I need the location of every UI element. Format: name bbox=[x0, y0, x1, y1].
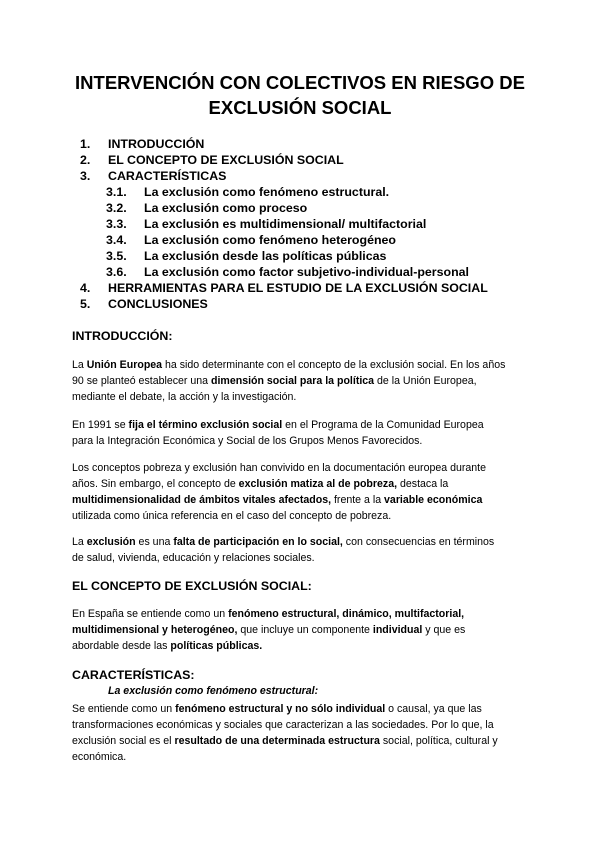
toc-item-label: INTRODUCCIÓN bbox=[108, 137, 205, 151]
toc-item: 3. CARACTERÍSTICAS bbox=[80, 169, 227, 183]
characteristics-heading: CARACTERÍSTICAS: bbox=[72, 668, 195, 682]
toc-item-label: La exclusión como fenómeno estructural. bbox=[144, 185, 390, 199]
table-of-contents bbox=[80, 136, 488, 312]
toc-subitem: 3.1. La exclusión como fenómeno estructural. bbox=[106, 185, 390, 199]
toc-item-label: EL CONCEPTO DE EXCLUSIÓN SOCIAL bbox=[108, 153, 344, 167]
intro-paragraph-1: La Unión Europea ha sido determinante con el concepto de la exclusión social. En los años 90 se planteó establecer una dimensión social para la política de la Unión Europea, mediante el debate, la acción y la investigación. bbox=[72, 359, 506, 403]
characteristics-paragraph: Se entiende como un fenómeno estructural y no sólo individual o causal, ya que las transformaciones económicas y sociales que caracterizan a las sociedades. Por lo que, la exclusión social es el resultado de una determinada estructura social, política, cultural y económica. bbox=[72, 703, 498, 763]
toc-subitem: 3.4. La exclusión como fenómeno heterogéneo bbox=[106, 233, 396, 247]
toc-item-label: HERRAMIENTAS PARA EL ESTUDIO DE LA EXCLUSIÓN SOCIAL bbox=[108, 281, 488, 295]
toc-item: 1. INTRODUCCIÓN bbox=[80, 137, 205, 151]
toc-subitem: 3.5. La exclusión desde las políticas públicas bbox=[106, 249, 387, 263]
toc-item: 5. CONCLUSIONES bbox=[80, 297, 208, 311]
intro-heading: INTRODUCCIÓN: bbox=[72, 329, 173, 343]
toc-item-label: La exclusión como proceso bbox=[144, 201, 308, 215]
toc-item-label: CARACTERÍSTICAS bbox=[108, 169, 227, 183]
document-title: INTERVENCIÓN CON COLECTIVOS EN RIESGO DE EXCLUSIÓN SOCIAL bbox=[75, 72, 525, 118]
characteristics-subheading: La exclusión como fenómeno estructural: bbox=[108, 685, 319, 697]
toc-item-label: CONCLUSIONES bbox=[108, 297, 208, 311]
intro-paragraph-4: La exclusión es una falta de participación en lo social, con consecuencias en términos de salud, vivienda, educación y relaciones sociales. bbox=[72, 536, 495, 564]
intro-paragraph-2: En 1991 se fija el término exclusión social en el Programa de la Comunidad Europea para la Integración Económica y Social de los Grupos Menos Favorecidos. bbox=[72, 419, 484, 447]
concept-paragraph: En España se entiende como un fenómeno estructural, dinámico, multifactorial, multidimensional y heterogéneo, que incluye un componente individual y que es abordable desde las políticas públicas. bbox=[72, 608, 466, 652]
toc-item-label: La exclusión como fenómeno heterogéneo bbox=[144, 233, 396, 247]
toc-subitem: 3.2. La exclusión como proceso bbox=[106, 201, 308, 215]
concept-heading: EL CONCEPTO DE EXCLUSIÓN SOCIAL: bbox=[72, 579, 312, 593]
toc-item-label: La exclusión es multidimensional/ multifactorial bbox=[144, 217, 427, 231]
toc-item-label: La exclusión desde las políticas públicas bbox=[144, 249, 387, 263]
toc-item: 4. HERRAMIENTAS PARA EL ESTUDIO DE LA EXCLUSIÓN SOCIAL bbox=[80, 281, 488, 295]
toc-item-label: La exclusión como factor subjetivo-individual-personal bbox=[144, 265, 469, 279]
intro-paragraph-3: Los conceptos pobreza y exclusión han convivido en la documentación europea durante años. Sin embargo, el concepto de exclusión matiza al de pobreza, destaca la multidimensionalidad de ámbitos vitales afectados, frente a la variable económica utilizada como única referencia en el caso del concepto de pobreza. bbox=[72, 462, 487, 522]
toc-subitem: 3.3. La exclusión es multidimensional/ multifactorial bbox=[106, 217, 427, 231]
toc-subitem: 3.6. La exclusión como factor subjetivo-individual-personal bbox=[106, 265, 469, 279]
toc-item: 2. EL CONCEPTO DE EXCLUSIÓN SOCIAL bbox=[80, 153, 344, 167]
